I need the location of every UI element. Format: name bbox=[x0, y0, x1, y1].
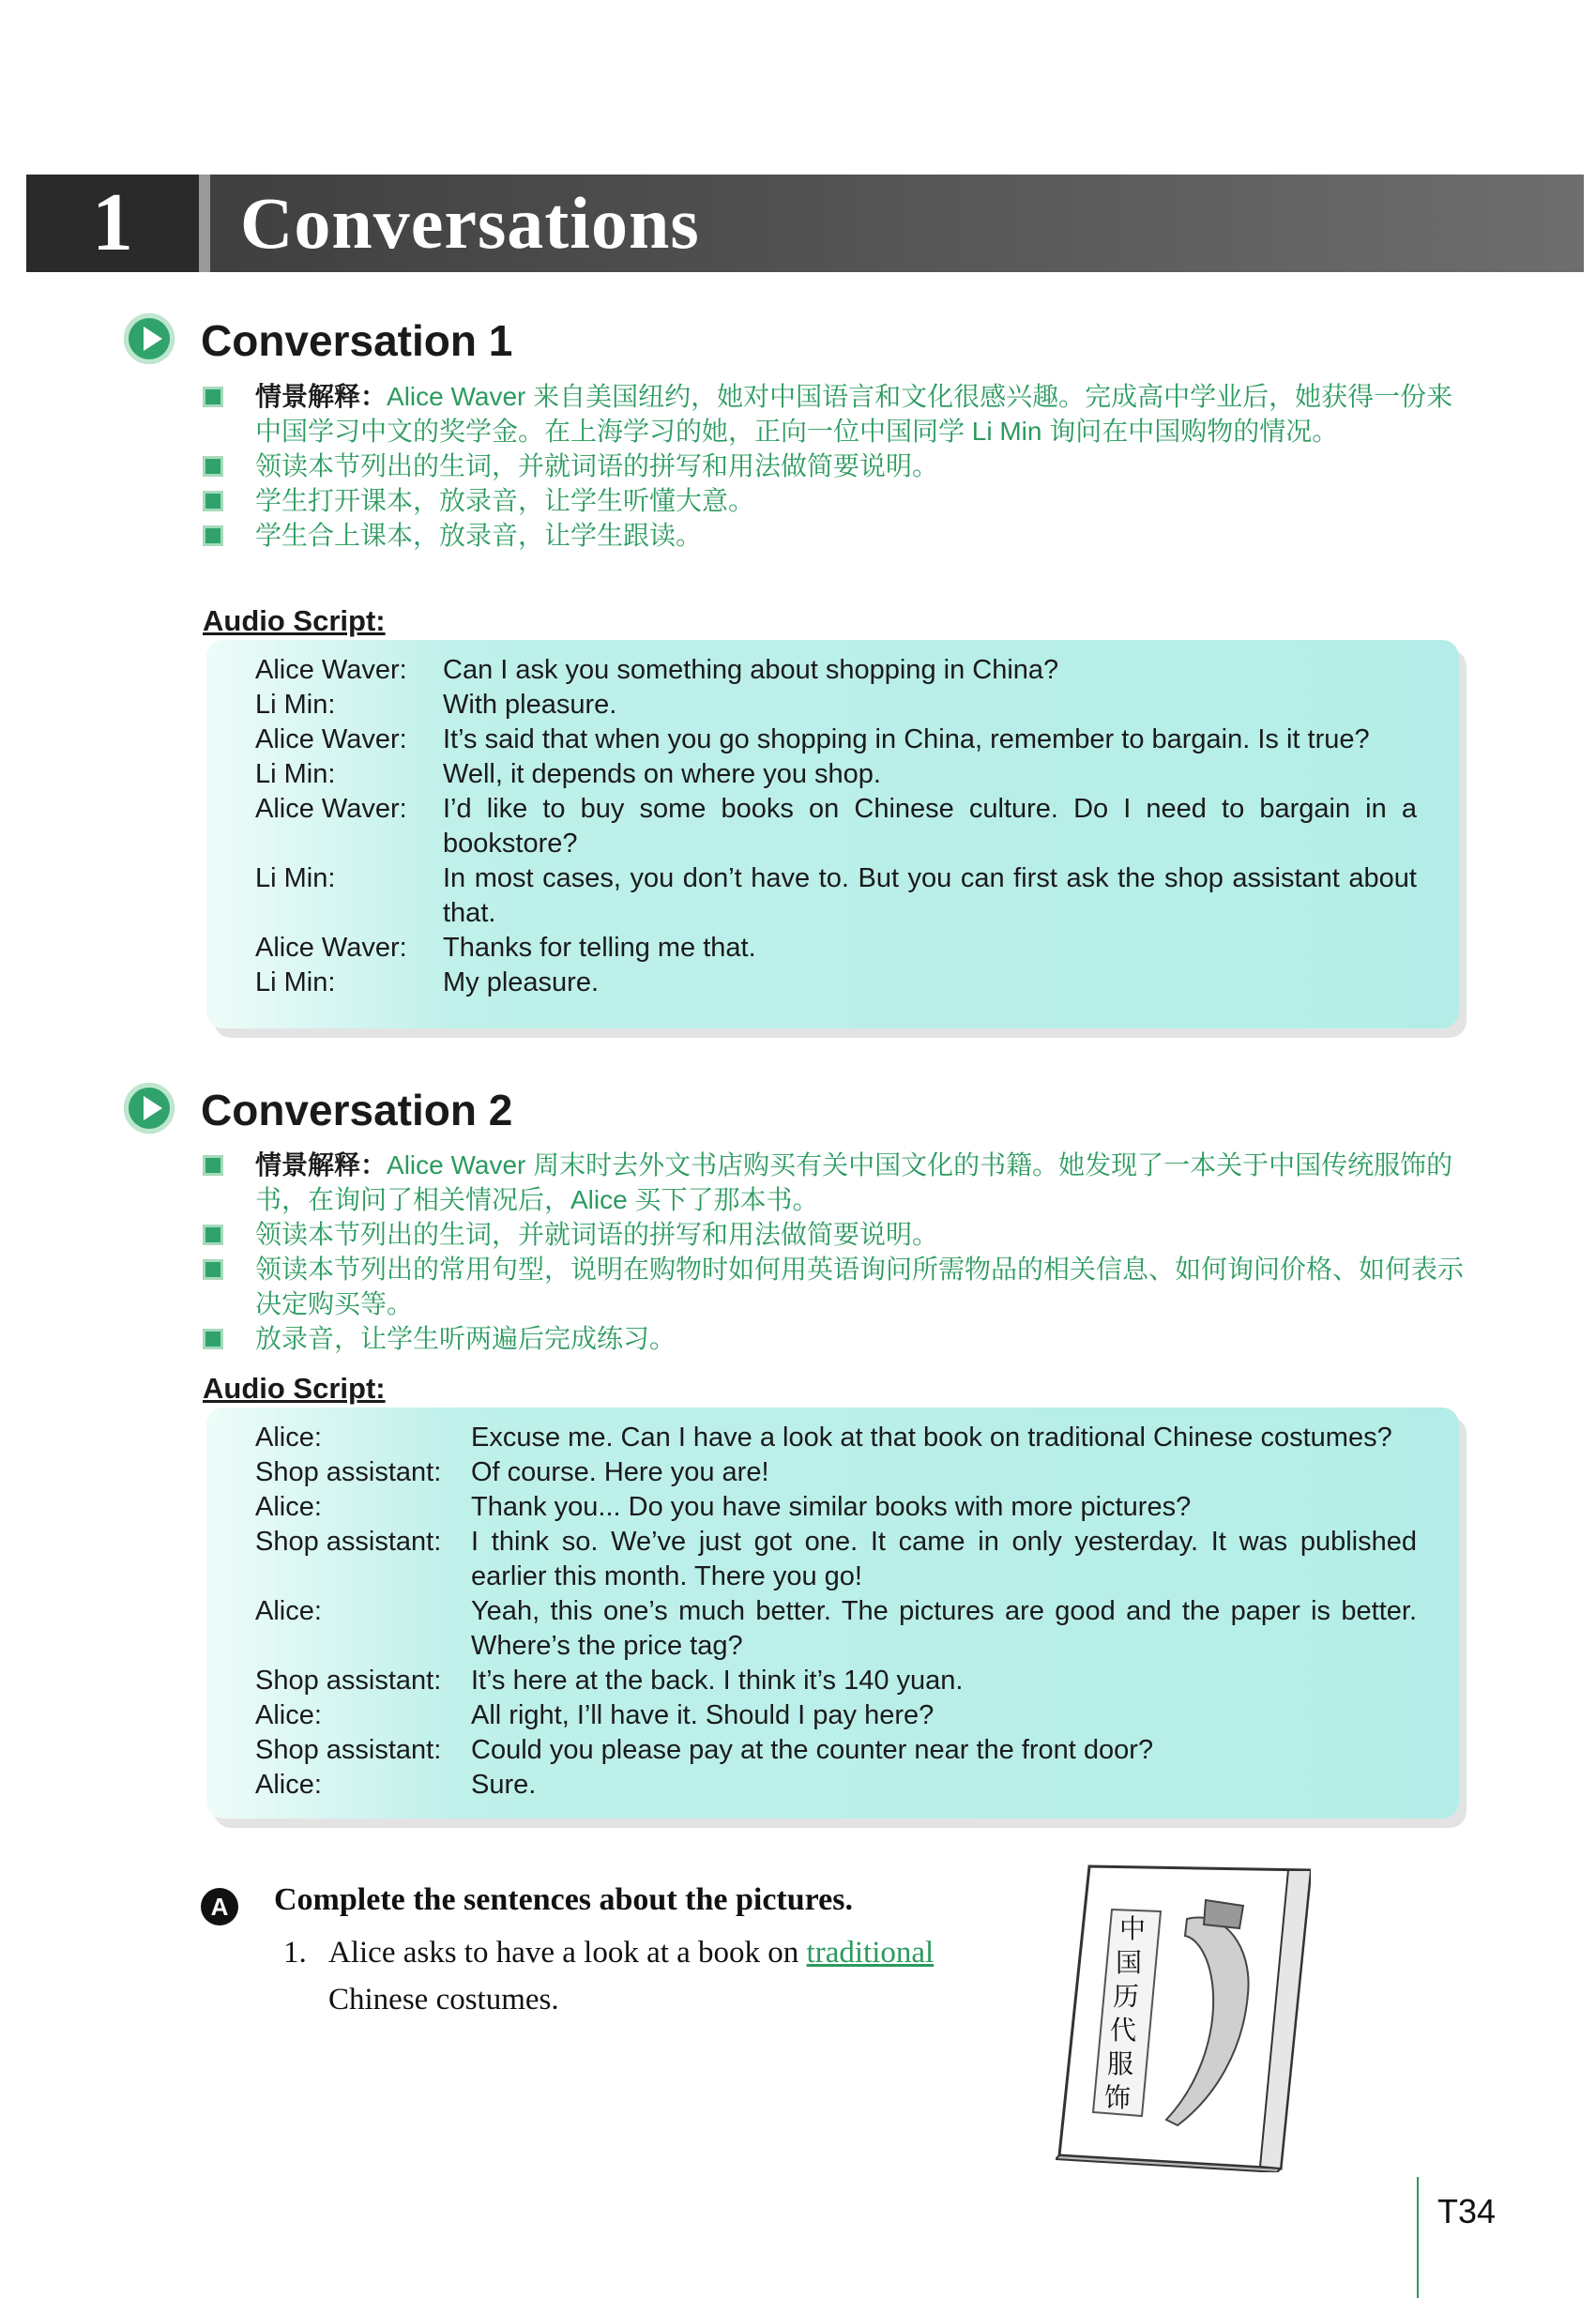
note-item bbox=[203, 1321, 1469, 1356]
script-line bbox=[206, 1455, 1459, 1490]
audio-script-label: Audio Script: bbox=[203, 604, 386, 637]
book-title-char: 服 bbox=[1107, 2048, 1134, 2079]
exercise-badge: A bbox=[201, 1888, 238, 1925]
speaker-name: Alice Waver: bbox=[255, 794, 407, 824]
page-number-rule bbox=[1417, 2177, 1419, 2298]
speech-text: Of course. Here you are! bbox=[471, 1457, 769, 1487]
speaker-name: Alice: bbox=[255, 1596, 322, 1626]
bullet-square-icon bbox=[203, 525, 223, 546]
speech-text: I think so. We’ve just got one. It came in only yesterday. It was published earlier this month. There you go! bbox=[471, 1527, 1417, 1591]
script-line bbox=[206, 723, 1459, 757]
book-title-char: 饰 bbox=[1104, 2082, 1132, 2113]
chapter-banner bbox=[26, 175, 1584, 272]
speaker-name: Alice Waver: bbox=[255, 655, 407, 685]
speaker-name: Li Min: bbox=[255, 863, 336, 893]
script-line bbox=[206, 1698, 1459, 1733]
chapter-number: 1 bbox=[92, 177, 133, 268]
audio-script-label: Audio Script: bbox=[203, 1372, 386, 1405]
teaching-notes-2 bbox=[203, 1148, 1469, 1356]
bullet-square-icon bbox=[203, 1155, 223, 1176]
speaker-name: Shop assistant: bbox=[255, 1457, 442, 1487]
script-line bbox=[206, 931, 1459, 966]
bullet-square-icon bbox=[203, 387, 223, 407]
speech-text: It’s said that when you go shopping in China, remember to bargain. Is it true? bbox=[443, 724, 1370, 754]
speech-text: Thank you... Do you have similar books with more pictures? bbox=[471, 1492, 1192, 1522]
speech-text: Yeah, this one’s much better. The pictures are good and the paper is better. Where’s the price tag? bbox=[471, 1596, 1417, 1661]
chapter-title: Conversations bbox=[240, 182, 700, 264]
note-label: 情景解释： bbox=[255, 1150, 388, 1179]
note-text: Alice Waver 周末时去外文书店购买有关中国文化的书籍。她发现了一本关于中国传统服饰的书，在询问了相关情况后，Alice 买下了那本书。 bbox=[255, 1150, 1453, 1214]
book-title-char: 代 bbox=[1110, 2015, 1137, 2046]
speaker-name: Shop assistant: bbox=[255, 1735, 442, 1765]
script-line bbox=[206, 1421, 1459, 1455]
page-number: T34 bbox=[1437, 2192, 1497, 2230]
exercise-instruction: Complete the sentences about the pictures. bbox=[274, 1882, 853, 1917]
speech-text: Well, it depends on where you shop. bbox=[443, 759, 881, 789]
note-item bbox=[203, 1148, 1469, 1217]
note-text: 领读本节列出的生词，并就词语的拼写和用法做简要说明。 bbox=[255, 451, 939, 480]
bullet-square-icon bbox=[203, 491, 223, 511]
script-line bbox=[206, 653, 1459, 688]
speaker-name: Shop assistant: bbox=[255, 1527, 442, 1557]
script-line bbox=[206, 792, 1459, 861]
answer-blank[interactable]: traditional bbox=[806, 1936, 935, 1970]
bullet-square-icon bbox=[203, 456, 223, 477]
script-line bbox=[206, 1525, 1459, 1594]
speaker-name: Li Min: bbox=[255, 967, 336, 997]
speaker-name: Li Min: bbox=[255, 690, 336, 720]
speech-text: Excuse me. Can I have a look at that book on traditional Chinese costumes? bbox=[471, 1423, 1392, 1453]
script-line bbox=[206, 1768, 1459, 1803]
note-text: 学生合上课本，放录音，让学生跟读。 bbox=[255, 521, 703, 550]
speech-text: It’s here at the back. I think it’s 140 yuan. bbox=[471, 1666, 964, 1696]
note-label: 情景解释： bbox=[255, 382, 388, 411]
speaker-name: Shop assistant: bbox=[255, 1666, 442, 1696]
speech-text: Thanks for telling me that. bbox=[443, 933, 756, 963]
note-item bbox=[203, 1252, 1469, 1321]
book-illustration bbox=[1056, 1863, 1311, 2172]
script-line bbox=[206, 688, 1459, 723]
audio-script-box-2 bbox=[206, 1408, 1459, 1819]
speech-text: With pleasure. bbox=[443, 690, 617, 720]
speaker-name: Alice: bbox=[255, 1700, 322, 1730]
bullet-square-icon bbox=[203, 1259, 223, 1280]
script-line bbox=[206, 861, 1459, 931]
note-text: 领读本节列出的常用句型，说明在购物时如何用英语询问所需物品的相关信息、如何询问价格、如何表示决定购买等。 bbox=[255, 1255, 1465, 1318]
note-text: 学生打开课本，放录音，让学生听懂大意。 bbox=[255, 486, 755, 515]
speaker-name: Alice Waver: bbox=[255, 724, 407, 754]
speech-text: Could you please pay at the counter near the front door? bbox=[471, 1735, 1154, 1765]
note-item bbox=[203, 1217, 1469, 1252]
speech-text: In most cases, you don’t have to. But you can first ask the shop assistant about that. bbox=[443, 863, 1417, 928]
play-icon[interactable] bbox=[124, 1083, 175, 1134]
item-continuation: Chinese costumes. bbox=[328, 1983, 559, 2016]
teaching-notes-1 bbox=[203, 379, 1469, 553]
conversation-title: Conversation 2 bbox=[201, 1086, 513, 1134]
note-item bbox=[203, 379, 1469, 449]
note-item bbox=[203, 449, 1469, 483]
script-line bbox=[206, 1733, 1459, 1768]
play-icon[interactable] bbox=[124, 313, 175, 364]
item-text: Alice asks to have a look at a book on bbox=[328, 1936, 807, 1970]
book-title-char: 中 bbox=[1119, 1913, 1147, 1944]
speaker-name: Alice: bbox=[255, 1492, 322, 1522]
speech-text: Can I ask you something about shopping in China? bbox=[443, 655, 1059, 685]
book-title-char: 历 bbox=[1113, 1981, 1140, 2012]
script-line bbox=[206, 1664, 1459, 1698]
speech-text: All right, I’ll have it. Should I pay here? bbox=[471, 1700, 935, 1730]
note-item bbox=[203, 518, 1469, 553]
script-line bbox=[206, 966, 1459, 1000]
bullet-square-icon bbox=[203, 1225, 223, 1245]
speaker-name: Alice: bbox=[255, 1770, 322, 1800]
audio-script-box-1 bbox=[206, 640, 1459, 1028]
exercise-item bbox=[283, 1929, 1034, 2023]
costume-collar bbox=[1204, 1900, 1243, 1928]
book-title-char: 国 bbox=[1116, 1947, 1143, 1978]
script-line bbox=[206, 757, 1459, 792]
script-line bbox=[206, 1490, 1459, 1525]
speaker-name: Li Min: bbox=[255, 759, 336, 789]
speaker-name: Alice Waver: bbox=[255, 933, 407, 963]
speech-text: My pleasure. bbox=[443, 967, 600, 997]
note-text: 领读本节列出的生词，并就词语的拼写和用法做简要说明。 bbox=[255, 1220, 939, 1249]
item-number: 1. bbox=[283, 1936, 307, 1970]
bullet-square-icon bbox=[203, 1329, 223, 1349]
note-text: Alice Waver 来自美国纽约，她对中国语言和文化很感兴趣。完成高中学业后，她获得一份来中国学习中文的奖学金。在上海学习的她，正向一位中国同学 Li Min 询问在中国购物的情况。 bbox=[255, 382, 1453, 446]
speech-text: I’d like to buy some books on Chinese culture. Do I need to bargain in a bookstore? bbox=[443, 794, 1417, 859]
conversation-title: Conversation 1 bbox=[201, 316, 513, 365]
script-line bbox=[206, 1594, 1459, 1664]
speech-text: Sure. bbox=[471, 1770, 537, 1800]
note-text: 放录音，让学生听两遍后完成练习。 bbox=[255, 1324, 676, 1353]
note-item bbox=[203, 483, 1469, 518]
speaker-name: Alice: bbox=[255, 1423, 322, 1453]
